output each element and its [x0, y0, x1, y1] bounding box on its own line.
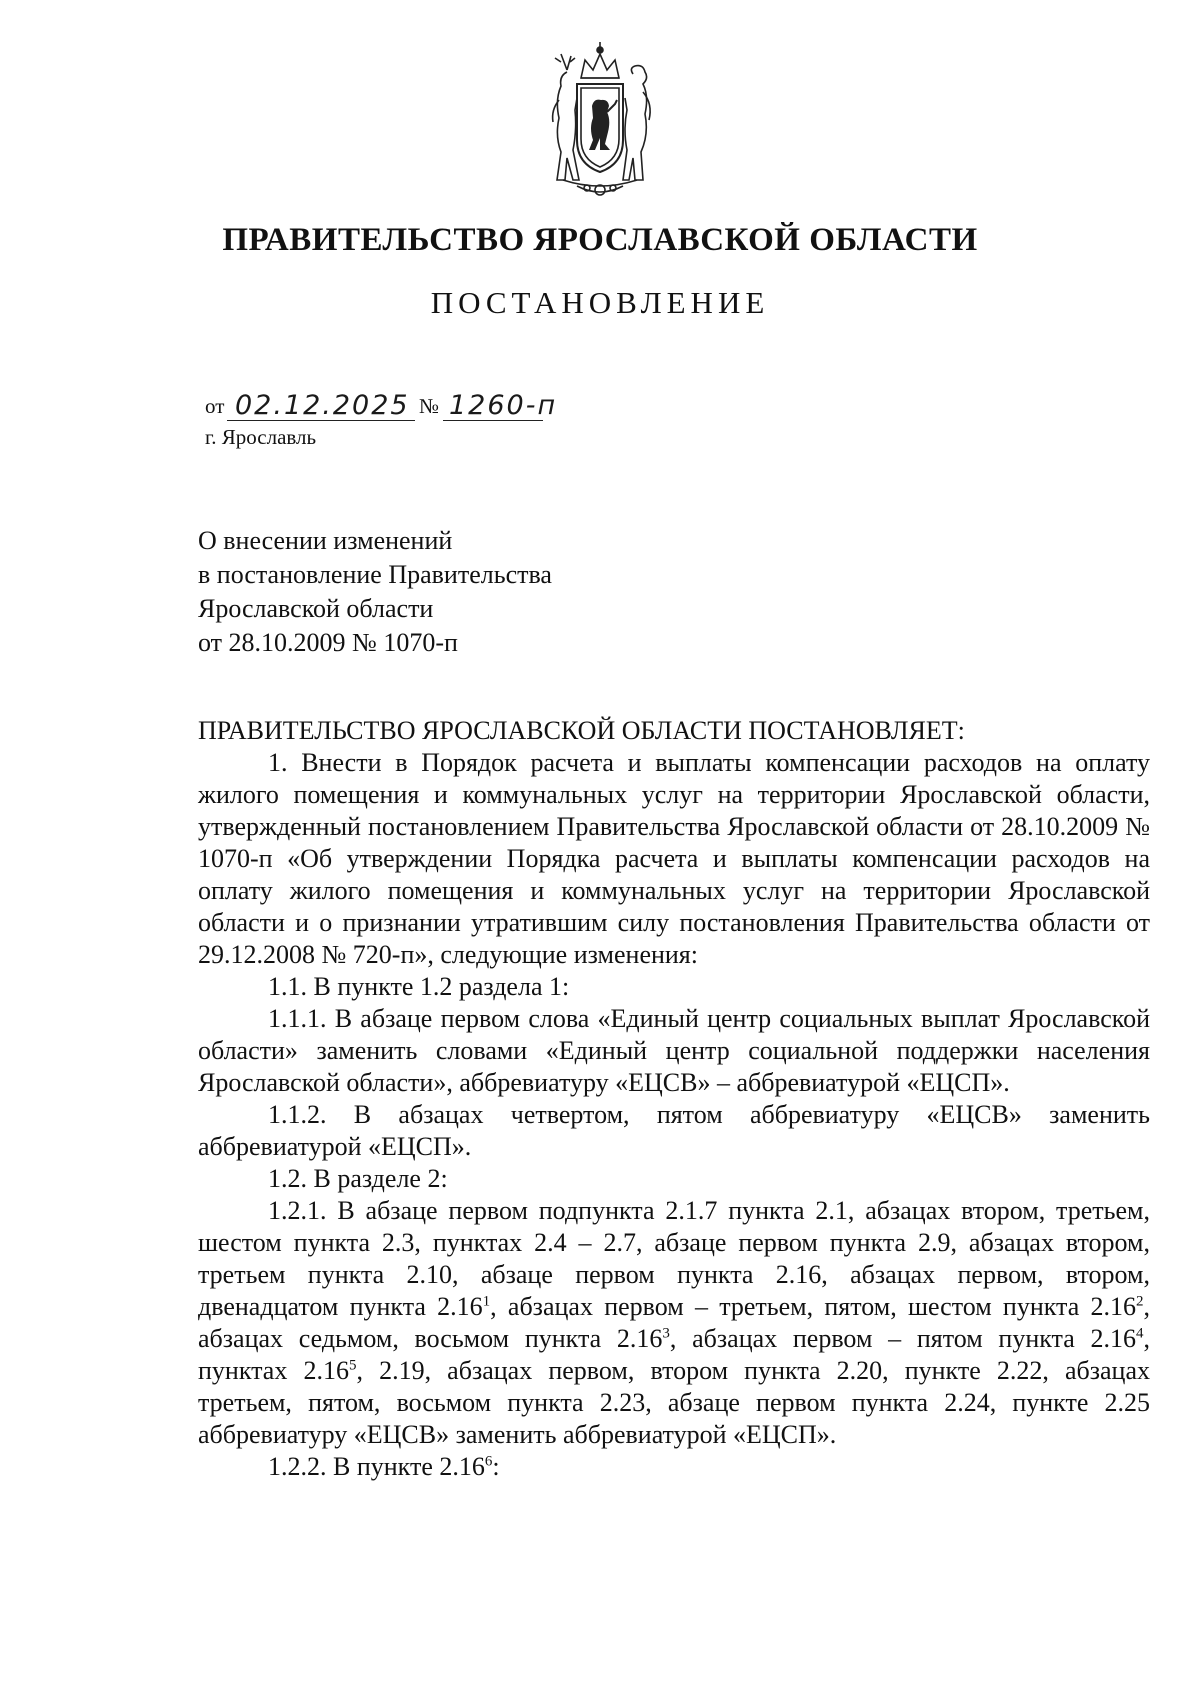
document-type: ПОСТАНОВЛЕНИЕ [430, 285, 770, 320]
paragraph-1-2-1 [198, 1195, 1150, 1451]
text-run: , абзацах первом – третьем, пятом, шестом пункта 2.16 [490, 1292, 1137, 1321]
text-run: , пунктах 2.16 [198, 1324, 1150, 1385]
document-body [198, 715, 1150, 1483]
paragraph-1: 1. Внести в Порядок расчета и выплаты компенсации расходов на оплату жилого помещения и коммунальных услуг на территории Ярославской области, утвержденный постановлением Правительства Ярославской области от 28.10.2009 № 1070-п «Об утверждении Порядка расчета и выплаты компенсации расходов на оплату жилого помещения и коммунальных услуг на территории Ярославской области и о признании утратившим силу постановления Правительства области от 29.12.2008 № 720-п», следующие изменения: [198, 748, 1150, 969]
superscript: 6 [484, 1453, 493, 1470]
decree-heading: ПРАВИТЕЛЬСТВО ЯРОСЛАВСКОЙ ОБЛАСТИ ПОСТАНОВЛЯЕТ: [198, 716, 965, 745]
text-run: 1.2.2. В пункте 2.16 [268, 1452, 485, 1481]
superscript: 4 [1136, 1325, 1144, 1342]
text-run: , абзацах седьмом, восьмом пункта 2.16 [198, 1292, 1151, 1353]
paragraph-1-1-1: 1.1.1. В абзаце первом слова «Единый центр социальных выплат Ярославской области» заменить словами «Единый центр социальной поддержки населения Ярославской области», аббревиатуру «ЕЦСВ» – аббревиатурой «ЕЦСП». [198, 1004, 1150, 1097]
date-handwritten: 02.12.2025 [235, 390, 410, 421]
number-label: № [419, 394, 440, 418]
superscript: 5 [348, 1357, 357, 1374]
text-run: , 2.19, абзацах первом, втором пункта 2.20, пункте 2.22, абзацах третьем, пятом, восьмом пункта 2.23, абзаце первом пункта 2.24, пункте 2.25 аббревиатуру «ЕЦСВ» заменить аббревиатурой «ЕЦСП». [198, 1356, 1150, 1449]
city: г. Ярославль [205, 425, 317, 449]
yaroslavl-coat-of-arms-icon [537, 40, 663, 200]
paragraph-1-2: 1.2. В разделе 2: [268, 1164, 448, 1193]
subject-line: О внесении изменений [198, 526, 453, 555]
subject-line: от 28.10.2009 № 1070-п [198, 628, 458, 657]
government-title: ПРАВИТЕЛЬСТВО ЯРОСЛАВСКОЙ ОБЛАСТИ [222, 222, 978, 258]
date-label: от [205, 394, 225, 418]
subject-line: Ярославской области [198, 594, 434, 623]
document-subject [198, 524, 552, 660]
paragraph-1-1-2: 1.1.2. В абзацах четвертом, пятом аббревиатуру «ЕЦСВ» заменить аббревиатурой «ЕЦСП». [198, 1100, 1150, 1161]
text-run: 1.2.1. В абзаце первом подпункта 2.1.7 пункта 2.1, абзацах втором, третьем, шестом пункта 2.3, пунктах 2.4 – 2.7, абзаце первом пункта 2.9, абзацах втором, третьем пункта 2.10, абзаце первом пункта 2.16, абзацах первом, втором, двенадцатом пункта 2.16 [198, 1196, 1150, 1321]
text-run: , абзацах первом – пятом пункта 2.16 [669, 1324, 1136, 1353]
superscript: 1 [482, 1293, 491, 1310]
number-handwritten: 1260-п [449, 390, 558, 421]
subject-line: в постановление Правительства [198, 560, 552, 589]
paragraph-1-1: 1.1. В пункте 1.2 раздела 1: [268, 972, 570, 1001]
document-requisites [205, 385, 625, 425]
paragraph-1-2-2 [198, 1451, 1150, 1483]
superscript: 2 [1136, 1293, 1144, 1310]
superscript: 3 [662, 1325, 670, 1342]
text-run: : [492, 1452, 500, 1481]
